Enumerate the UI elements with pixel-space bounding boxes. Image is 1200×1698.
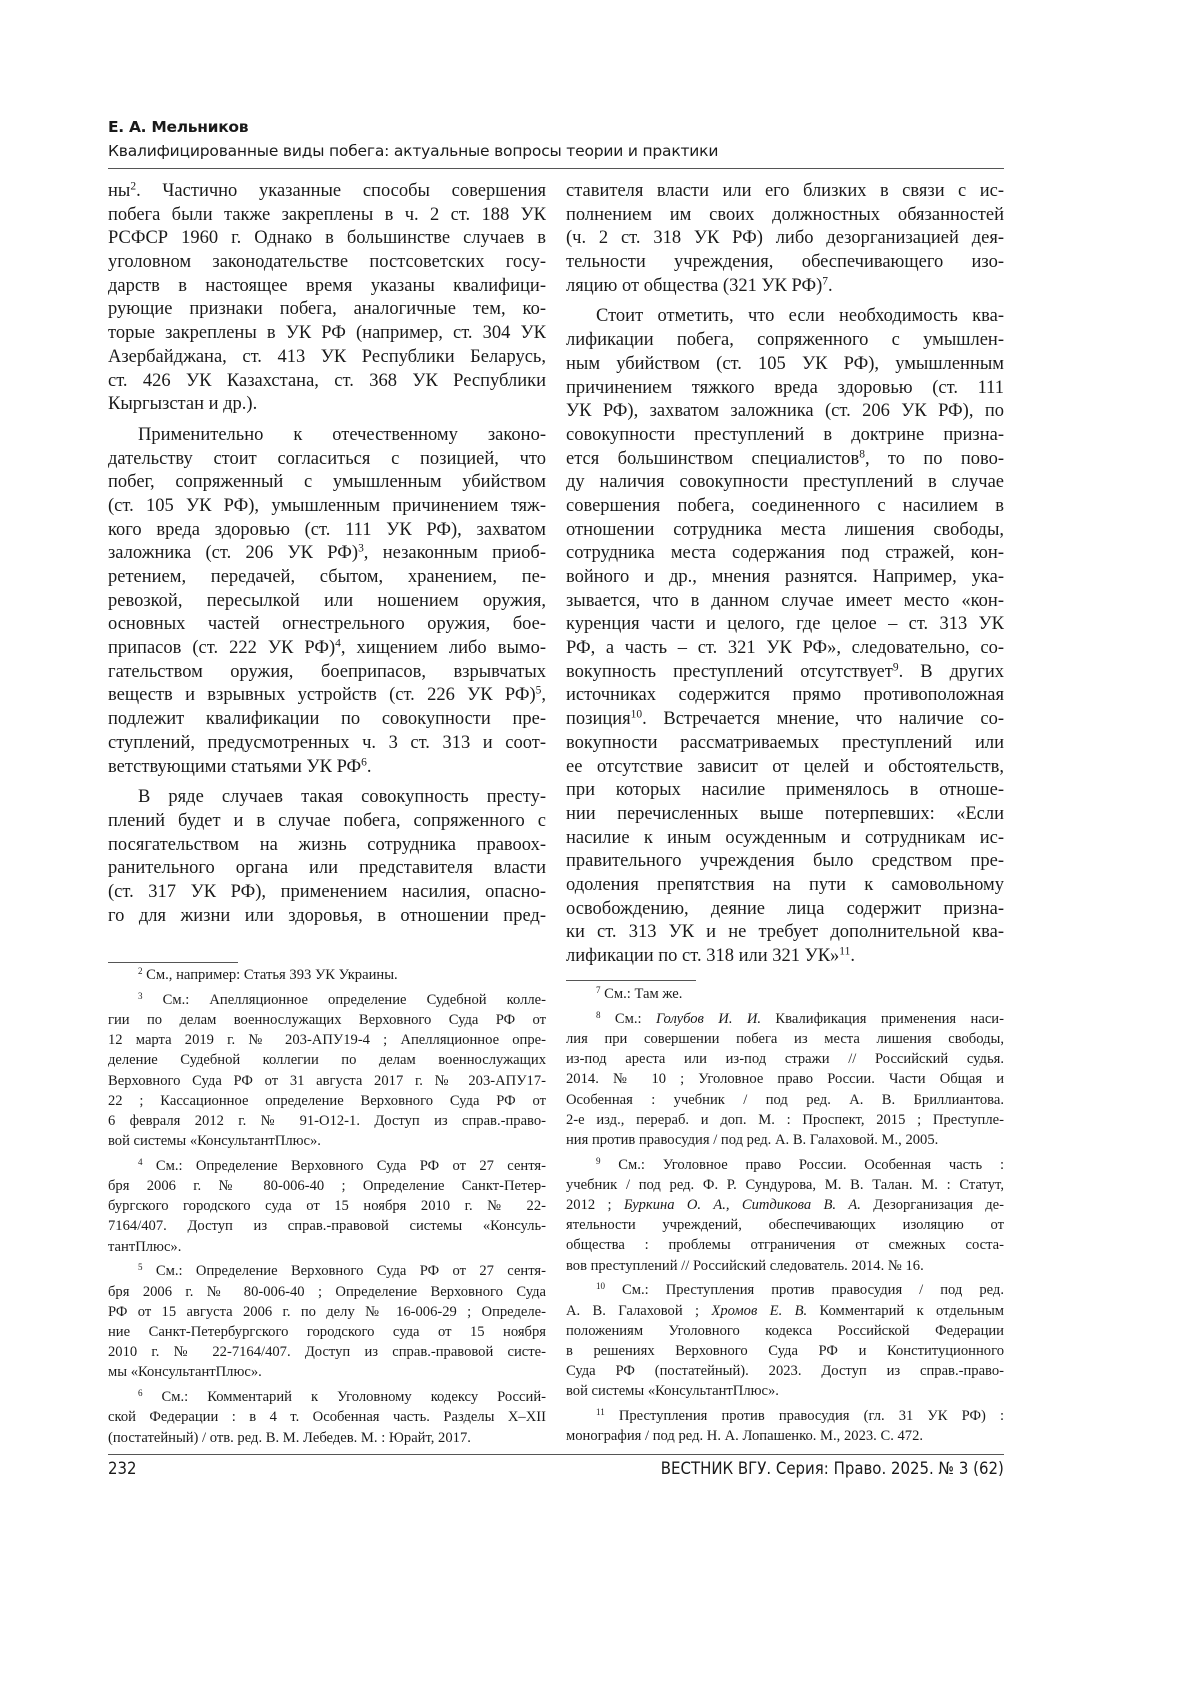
text-line [566,1406,1004,1426]
text-run: отношении сотрудника места лишения свободы, [566,520,1004,540]
text-run: (ст. 105 УК РФ), умышленным причинением тяж- [108,496,546,516]
text-line [108,471,546,495]
text-line [108,1131,546,1151]
author-name-italic: Голубов И. И. [656,1011,761,1027]
text-run: . [828,276,833,296]
right-footnotes [566,984,1004,1447]
text-line [108,881,546,905]
text-run: РФ от 15 августа 2006 г. по делу № 16-006-29 ; Определе- [108,1304,546,1320]
text-run: полнением им своих должностных обязанностей [566,205,1004,225]
text-line [108,1342,546,1362]
text-line [566,921,1004,945]
text-line [566,1155,1004,1175]
text-line [108,857,546,881]
text-line [108,1071,546,1091]
text-run: ки ст. 313 УК и не требует дополнительной ква- [566,922,1004,942]
text-line [566,400,1004,424]
text-run: . [850,946,855,966]
text-run: ятельности учреждений, обеспечивающих изоляцию от [566,1217,1004,1233]
footnote-marker: 10 [631,709,642,721]
text-line [566,1341,1004,1361]
text-run: См.: Апелляционное определение Судебной колле- [143,992,546,1008]
text-run: См.: Комментарий к Уголовному кодексу Россий- [143,1389,546,1405]
running-header-title: Квалифицированные виды побега: актуальные вопросы теории и практики [108,142,718,160]
footnote-marker: 2 [138,966,143,976]
text-line [566,305,1004,329]
text-line [108,684,546,708]
text-run: одоления препятствия на пути к самовольному [566,875,1004,895]
journal-citation: ВЕСТНИК ВГУ. Серия: Право. 2025. № 3 (62) [661,1459,1004,1479]
text-run: побег, сопряженный с умышленным убийством [108,472,546,492]
text-line [108,1176,546,1196]
text-line [566,898,1004,922]
text-line [108,613,546,637]
text-line [566,732,1004,756]
text-run: ее отсутствие зависит от целей и обстоятельств, [566,757,1004,777]
text-line [108,322,546,346]
text-run: подлежит квалификации по совокупности пре- [108,709,546,729]
text-line [108,1156,546,1176]
text-line [566,756,1004,780]
text-line [566,1195,1004,1215]
text-line [108,905,546,929]
footnote-marker: 2 [130,181,136,193]
text-line [566,377,1004,401]
text-run: сотрудника места содержания под стражей, кон- [566,543,1004,563]
text-run: вой системы «КонсультантПлюс». [108,1133,321,1149]
text-line [108,990,546,1010]
text-run: лификации побега, сопряженного с умышлен- [566,330,1004,350]
text-run: ным убийством (ст. 105 УК РФ), умышленным [566,354,1004,374]
footnote-marker: 11 [596,1407,605,1417]
text-run: См.: Там же. [601,986,683,1002]
paragraph [566,1280,1004,1401]
text-run: См.: Определение Верховного Суда РФ от 27 сентя- [143,1158,546,1174]
text-run: учебник / под ред. Ф. Р. Сундурова, М. В. Талан. М. : Статут, [566,1177,1004,1193]
footnote-marker: 5 [536,685,542,697]
text-line [108,1387,546,1407]
text-run: при которых насилие применялось в отноше- [566,780,1004,800]
footnote-marker: 4 [335,638,341,650]
text-run: ляцию от общества (321 УК РФ) [566,276,822,296]
paragraph [566,1155,1004,1276]
text-run: . Частично указанные способы совершения [136,181,546,201]
text-run: . Встречается мнение, что наличие со- [642,709,1004,729]
text-line [566,684,1004,708]
text-line [566,1130,1004,1150]
text-line [566,827,1004,851]
text-run: вокупность преступлений отсутствует [566,662,893,682]
text-run: Квалификация применения наси- [761,1011,1004,1027]
text-run: РСФСР 1960 г. Однако в большинстве случаев в [108,228,546,248]
text-line [566,566,1004,590]
left-footnote-rule [108,962,238,963]
left-footnotes [108,965,546,1448]
text-line [566,227,1004,251]
text-run: бря 2006 г. № 80-006-40 ; Определение Верховного Суда [108,1284,546,1300]
text-line [108,756,546,780]
left-text-column [108,180,546,928]
text-run: зывается, что в данном случае имеет место «кон- [566,591,1004,611]
text-line [566,590,1004,614]
text-run: освобождению, деяние лица содержит призна- [566,899,1004,919]
text-run: лия при совершении побега из места лишения свободы, [566,1031,1004,1047]
text-line [566,1110,1004,1130]
text-run: ской Федерации : в 4 т. Особенная часть. Разделы X–XII [108,1409,546,1425]
text-run: В ряде случаев такая совокупность престу- [138,787,546,807]
text-run: ние Санкт-Петербургского городского суда от 15 ноября [108,1324,546,1340]
text-run: ется большинством специалистов [566,449,859,469]
text-run: См., например: Статья 393 УК Украины. [143,967,398,983]
text-run: , незаконным приоб- [364,543,546,563]
footnote-marker: 8 [596,1010,601,1020]
text-run: ст. 426 УК Казахстана, ст. 368 УК Республики [108,371,546,391]
paragraph [108,180,546,417]
footnote-marker: 7 [596,985,601,995]
text-run: Преступления против правосудия (гл. 31 УК РФ) : [605,1408,1004,1424]
text-line [108,1237,546,1257]
text-run: из-под ареста или из-под стражи // Российский судья. [566,1051,1004,1067]
text-run: 2-е изд., перераб. и доп. М. : Проспект, 2015 ; Преступле- [566,1112,1004,1128]
text-line [566,542,1004,566]
right-text-column [566,180,1004,969]
text-line [566,661,1004,685]
text-run: совершения побега, соединенного с насилием в [566,496,1004,516]
text-line [108,965,546,985]
text-run: дарств в настоящее время указаны квалифици- [108,276,546,296]
text-line [108,1091,546,1111]
text-run: совокупности преступлений в доктрине призна- [566,425,1004,445]
text-run: заложника (ст. 206 УК РФ) [108,543,358,563]
text-run: ветствующими статьями УК РФ [108,757,361,777]
text-run: РФ, а часть – ст. 321 УК РФ», следовательно, со- [566,638,1004,658]
text-run: Кыргызстан и др.). [108,394,257,414]
text-line [108,1216,546,1236]
text-line [566,1029,1004,1049]
text-line [108,346,546,370]
text-run: мы «КонсультантПлюс». [108,1364,262,1380]
text-line [566,984,1004,1004]
footnote-marker: 8 [859,448,865,460]
text-run: 22 ; Кассационное определение Верховного Суда РФ от [108,1093,546,1109]
text-line [566,1426,1004,1446]
text-run: (постатейный) / отв. ред. В. М. Лебедев. М. : Юрайт, 2017. [108,1430,471,1446]
paragraph [108,1261,546,1382]
text-run: 2014. № 10 ; Уголовное право России. Части Общая и [566,1071,1004,1087]
text-run: деление Судебной коллегии по делам военнослужащих [108,1052,546,1068]
footnote-marker: 4 [138,1157,143,1167]
text-run: . В других [899,662,1004,682]
text-line [108,1407,546,1427]
text-line [108,1362,546,1382]
text-line [108,424,546,448]
header-rule [108,168,1004,169]
text-run: общества : проблемы отграничения от смежных соста- [566,1237,1004,1253]
text-line [566,613,1004,637]
text-run: Верховного Суда РФ от 31 августа 2017 г. № 203-АПУ17- [108,1073,546,1089]
text-line [108,1322,546,1342]
paragraph [108,424,546,779]
text-line [566,1280,1004,1300]
text-line [566,1090,1004,1110]
text-line [566,495,1004,519]
running-header-author: Е. А. Мельников [108,118,248,136]
text-run: рующие признаки побега, аналогичные тем, ко- [108,299,546,319]
text-line [566,180,1004,204]
text-line [108,393,546,417]
paragraph [566,984,1004,1004]
text-run: причинением тяжкого вреда здоровью (ст. 111 [566,378,1004,398]
text-run: См.: Уголовное право России. Особенная часть : [601,1157,1004,1173]
author-name-italic: Хромов Е. В. [711,1303,807,1319]
text-line [108,810,546,834]
paragraph [108,990,546,1152]
text-line [566,637,1004,661]
text-run: лификации по ст. 318 или 321 УК» [566,946,839,966]
text-line [108,1030,546,1050]
text-run: 2012 ; [566,1197,624,1213]
text-line [108,275,546,299]
text-line [566,708,1004,732]
text-run: ревозкой, пересылкой или ношением оружия, [108,591,546,611]
text-line [566,803,1004,827]
text-run: источниках содержится прямо противоположная [566,685,1004,705]
text-run: . [367,757,372,777]
footnote-marker: 9 [596,1156,601,1166]
text-run: 2010 г. № 22-7164/407. Доступ из справ.-правовой систе- [108,1344,546,1360]
text-run: го для жизни или здоровья, в отношении пред- [108,906,546,926]
text-run: ставителя власти или его близких в связи с ис- [566,181,1004,201]
text-run: позиция [566,709,631,729]
text-run: 7164/407. Доступ из справ.-правовой системы «Консуль- [108,1218,546,1234]
text-line [566,275,1004,299]
text-line [566,874,1004,898]
footnote-marker: 5 [138,1262,143,1272]
text-run: Азербайджана, ст. 413 УК Республики Беларусь, [108,347,546,367]
text-line [108,637,546,661]
text-line [566,519,1004,543]
paragraph [566,1009,1004,1150]
footnote-marker: 6 [361,756,367,768]
text-run: положениям Уголовного кодекса Российской Федерации [566,1323,1004,1339]
footnote-marker: 3 [358,543,364,555]
paragraph [566,180,1004,298]
text-line [566,1175,1004,1195]
text-line [566,850,1004,874]
text-run: См.: [601,1011,656,1027]
text-run: Суда РФ (постатейный). 2023. Доступ из справ.-право- [566,1363,1004,1379]
text-line [108,1050,546,1070]
text-line [566,251,1004,275]
text-line [108,542,546,566]
text-run: (ст. 317 УК РФ), применением насилия, опасно- [108,882,546,902]
text-run: дательству стоит согласиться с позицией, что [108,449,546,469]
text-line [108,661,546,685]
paragraph [108,786,546,928]
text-line [108,1111,546,1131]
text-run: , то по пово- [865,449,1004,469]
text-line [566,1069,1004,1089]
text-run: правительного учреждения было средством пре- [566,851,1004,871]
paragraph [566,1406,1004,1446]
text-line [108,204,546,228]
text-run: Комментарий к отдельным [807,1303,1004,1319]
text-line [108,448,546,472]
text-run: вокупности рассматриваемых преступлений или [566,733,1004,753]
text-run: войного и др., мнения разнятся. Например, ука- [566,567,1004,587]
text-line [566,471,1004,495]
text-line [566,1049,1004,1069]
text-run: плений будет и в случае побега, сопряженного с [108,811,546,831]
text-run: нии перечисленных выше потерпевших: «Если [566,804,1004,824]
text-run: уголовном законодательстве постсоветских госу- [108,252,546,272]
text-run: бря 2006 г. № 80-006-40 ; Определение Санкт-Петер- [108,1178,546,1194]
text-run: насилие к иным осужденным и сотрудникам ис- [566,828,1004,848]
text-line [566,1256,1004,1276]
footnote-marker: 10 [596,1281,605,1291]
text-run: А. В. Галаховой ; [566,1303,711,1319]
text-run: монография / под ред. Н. А. Лопашенко. М., 2023. С. 472. [566,1428,923,1444]
text-line [108,298,546,322]
text-line [108,590,546,614]
text-run: 6 февраля 2012 г. № 91-О12-1. Доступ из справ.-право- [108,1113,546,1129]
text-run: веществ и взрывных устройств (ст. 226 УК РФ) [108,685,536,705]
footnote-marker: 11 [839,946,850,958]
right-footnote-rule [566,980,696,981]
text-run: побега были также закреплены в ч. 2 ст. 188 УК [108,205,546,225]
text-line [108,1302,546,1322]
paragraph [108,1387,546,1448]
text-line [108,251,546,275]
text-line [566,448,1004,472]
text-run: , [541,685,546,705]
text-line [566,1009,1004,1029]
text-line [108,180,546,204]
text-run: тельности учреждения, обеспечивающего изо- [566,252,1004,272]
text-line [108,732,546,756]
text-run: Особенная : учебник / под ред. А. В. Бриллиантова. [566,1092,1004,1108]
text-run: См.: Преступления против правосудия / под ред. [605,1282,1004,1298]
text-run: ступлений, предусмотренных ч. 3 ст. 313 и соот- [108,733,546,753]
text-line [566,1381,1004,1401]
text-run: вов преступлений // Российский следователь. 2014. № 16. [566,1258,924,1274]
text-run: припасов (ст. 222 УК РФ) [108,638,335,658]
text-line [108,834,546,858]
text-line [566,1215,1004,1235]
text-run: См.: Определение Верховного Суда РФ от 27 сентя- [143,1263,546,1279]
text-line [566,1235,1004,1255]
text-run: посягательством на жизнь сотрудника правоох- [108,835,546,855]
text-run: (ч. 2 ст. 318 УК РФ) либо дезорганизацией дея- [566,228,1004,248]
text-run: кого вреда здоровью (ст. 111 УК РФ), захватом [108,520,546,540]
text-line [566,329,1004,353]
text-run: вой системы «КонсультантПлюс». [566,1383,779,1399]
page-number: 232 [108,1459,137,1479]
text-run: Дезорганизация де- [861,1197,1004,1213]
footnote-marker: 7 [822,275,828,287]
text-run: торые закреплены в УК РФ (например, ст. 304 УК [108,323,546,343]
text-line [566,779,1004,803]
text-line [108,708,546,732]
text-run: ны [108,181,130,201]
text-run: гательством оружия, боеприпасов, взрывчатых [108,662,546,682]
text-line [566,1321,1004,1341]
text-run: УК РФ), захватом заложника (ст. 206 УК РФ), по [566,401,1004,421]
text-line [566,204,1004,228]
text-run: ретением, передачей, сбытом, хранением, пе- [108,567,546,587]
text-run: Применительно к отечественному законо- [138,425,546,445]
text-line [108,495,546,519]
author-name-italic: Буркина О. А., Ситдикова В. А. [624,1197,861,1213]
footer-rule [108,1454,1004,1455]
text-line [566,1301,1004,1321]
text-line [108,786,546,810]
text-line [566,1361,1004,1381]
text-run: 12 марта 2019 г. № 203-АПУ19-4 ; Апелляционное опре- [108,1032,546,1048]
text-run: тантПлюс». [108,1239,181,1255]
text-line [108,1428,546,1448]
text-line [108,519,546,543]
text-line [566,945,1004,969]
text-run: бургского городского суда от 15 ноября 2010 г. № 22- [108,1198,546,1214]
text-line [108,1196,546,1216]
text-run: куренция части и целого, где целое – ст. 313 УК [566,614,1004,634]
text-line [108,227,546,251]
paragraph [566,305,1004,968]
text-line [566,424,1004,448]
footnote-marker: 9 [893,661,899,673]
footnote-marker: 3 [138,991,143,1001]
text-line [108,1261,546,1281]
text-line [108,370,546,394]
text-run: , хищением либо вымо- [341,638,546,658]
text-run: в решениях Верховного Суда РФ и Конституционного [566,1343,1004,1359]
paragraph [108,965,546,985]
text-line [108,1010,546,1030]
text-run: ду наличия совокупности преступлений в случае [566,472,1004,492]
text-run: основных частей огнестрельного оружия, бое- [108,614,546,634]
text-run: ния против правосудия / под ред. А. В. Галаховой. М., 2005. [566,1132,938,1148]
text-line [108,566,546,590]
text-line [108,1282,546,1302]
text-line [566,353,1004,377]
paragraph [108,1156,546,1257]
text-run: ранительного органа или представителя власти [108,858,546,878]
text-run: Стоит отметить, что если необходимость ква- [596,306,1004,326]
text-run: гии по делам военнослужащих Верховного Суда РФ от [108,1012,546,1028]
footnote-marker: 6 [138,1388,143,1398]
